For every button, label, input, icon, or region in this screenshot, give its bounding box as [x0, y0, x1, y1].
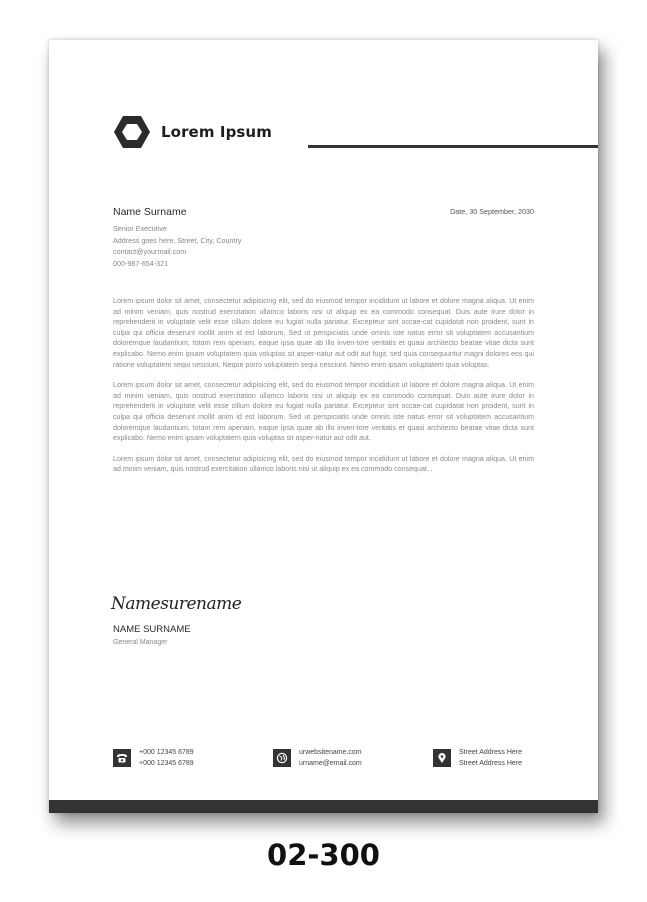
sender-block	[113, 206, 242, 269]
sender-address: Address goes here, Street, City, Country	[113, 235, 242, 245]
sender-name: Name Surname	[113, 206, 187, 218]
signature-script: Namesurename	[111, 594, 242, 614]
hexagon-icon	[113, 114, 151, 150]
signatory-role: General Manager	[113, 639, 168, 646]
contact-email: urname@email.com	[299, 760, 362, 767]
letter-body	[113, 296, 534, 485]
contact-website: urwebsitename.com	[299, 749, 362, 756]
contact-phone-line: +000 12345 6789	[139, 749, 194, 756]
contact-address	[433, 747, 522, 769]
sender-phone: 000-987-654-321	[113, 258, 169, 268]
phone-icon	[113, 749, 131, 767]
body-paragraph: Lorem ipsum dolor sit amet, consectetur adipisicing elit, sed do eiusmod tempor incididunt ut labore et dolore magna aliqua. Ut enim ad minim veniam, quis nostrud exercitation ullamco laboris nisi ut aliquip ex ea commodo consequat. Duis aute irure dolor in reprehenderit in voluptate velit esse cillum dolore eu fugiat nulla pariatur. Excepteur sint occae-cat cupidatat non proident, sunt in culpa qui officia deserunt mollit anim id est laborum. Sed ut perspiciatis unde omnis iste natus error sit voluptatem accusantium doloremque laudantium, totam rem aperiam, eaque ipsa quae ab illo inven-tore veritatis et quasi architecto beatae vitae dicta sunt explicabo. Nemo enim ipsam voluptatem quia voluptas sit asper-natur aut odit aut.	[113, 381, 534, 443]
contact-web	[273, 747, 362, 769]
letter-date: Date, 30 September, 2030	[450, 207, 534, 216]
location-pin-icon	[433, 749, 451, 767]
contact-phone-line: +000 12345 6789	[139, 760, 194, 767]
sender-title: Senior Executive	[113, 224, 167, 233]
product-code: 02-300	[267, 838, 380, 872]
body-paragraph: Lorem ipsum dolor sit amet, consectetur adipisicing elit, sed do eiusmod tempor incididunt ut labore et dolore magna aliqua. Ut enim ad minim veniam, quis nostrud exercitation ullamco laboris nisi ut aliquip ex ea commodo consequat. Duis aute irure dolor in reprehenderit in voluptate velit esse cillum dolore eu fugiat nulla pariatur. Excepteur sint occae-cat cupidatat non proident, sunt in culpa qui officia deserunt mollit anim id est laborum. Sed ut perspiciatis unde omnis iste natus error sit voluptatem accusantium doloremque laudantium, totam rem aperiam, eaque ipsa quae ab illo inven-tore veritatis et quasi architecto beatae vitae dicta sunt explicabo. Nemo enim ipsam voluptatem quia voluptas sit asper-natur aut odit aut fugit, sed quia consequuntur magni dolores eos qui ratione voluptatem sequi nesciunt. Neque porro voluptatem sequi nesciunt. Nemo enim ipsam voluptatem quia voluptas.	[113, 297, 534, 369]
contact-address-line: Street Address Here	[459, 749, 523, 756]
sender-email: contact@yourmail.com	[113, 247, 187, 256]
header-rule	[308, 145, 598, 148]
body-paragraph: Lorem ipsum dolor sit amet, consectetur adipisicing elit, sed do eiusmod tempor incididunt ut labore et dolore magna aliqua. Ut enim ad minim veniam, quis nostrud exercitation ullamco laboris nisi ut aliquip ex ea commodo consequat. .	[113, 454, 534, 474]
globe-icon	[273, 749, 291, 767]
contact-address-line: Street Address Here	[459, 760, 523, 767]
footer-bar	[49, 800, 598, 813]
contact-phone	[113, 747, 194, 769]
logo	[113, 114, 272, 150]
signatory-name: NAME SURNAME	[113, 624, 191, 635]
logo-text: Lorem Ipsum	[161, 123, 272, 141]
letterhead-page	[49, 40, 598, 813]
